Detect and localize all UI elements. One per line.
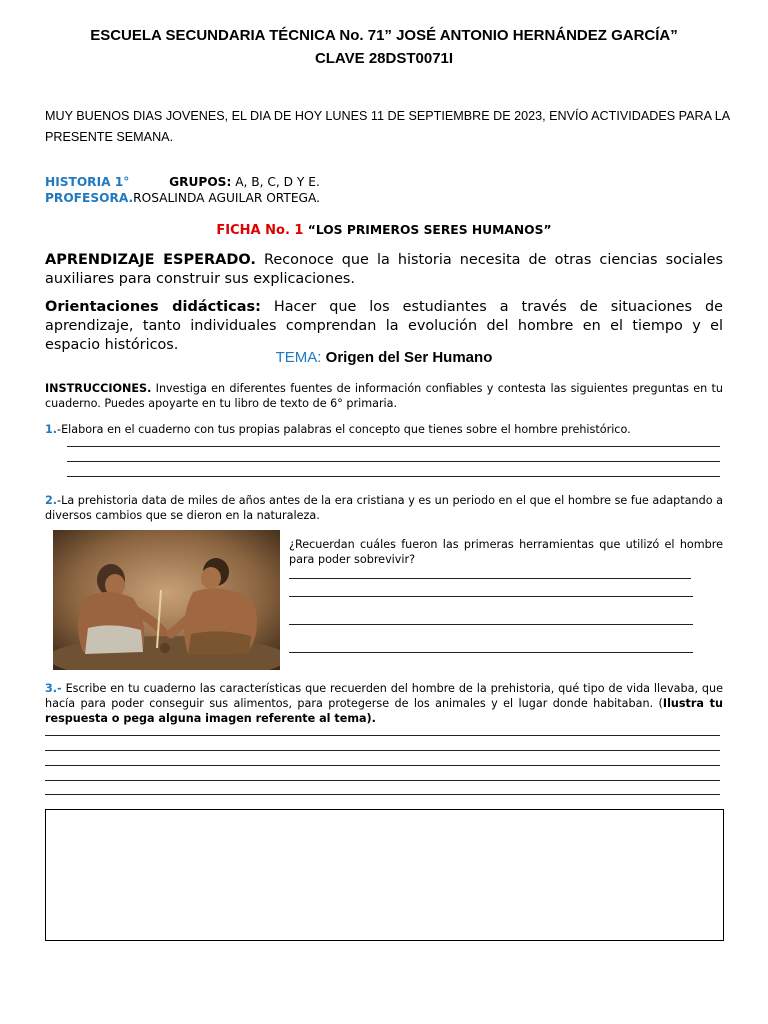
answer-line[interactable] (45, 780, 720, 781)
aprendizaje-text: Reconoce que la historia necesita de otras ciencias sociales auxiliares para construir sus explicaciones. (45, 252, 724, 287)
illustration-box[interactable] (45, 809, 724, 941)
orientaciones-text: Hacer que los estudiantes a través de situaciones de aprendizaje, tanto individuales comprendan la evolución del hombre en el tiempo y el espacio históricos. (45, 299, 723, 353)
school-clave: CLAVE 28DST0071I (314, 50, 454, 67)
ficha-title: “LOS PRIMEROS SERES HUMANOS” (303, 223, 552, 237)
teacher-line (45, 190, 320, 206)
answer-line[interactable] (67, 476, 720, 477)
ficha-heading (0, 223, 768, 238)
question-2-sub: ¿Recuerdan cuáles fueron las primeras herramientas que utilizó el hombre para poder sobrevivir? (289, 538, 723, 566)
answer-line[interactable] (289, 596, 693, 597)
answer-line[interactable] (67, 461, 720, 462)
question-1 (45, 422, 723, 437)
question-2 (45, 493, 723, 523)
school-name: ESCUELA SECUNDARIA TÉCNICA No. 71” JOSÉ ANTONIO HERNÁNDEZ GARCÍA” (90, 27, 678, 44)
answer-line[interactable] (45, 750, 720, 751)
question-3-bold: Ilustra tu respuesta o pega alguna imagen referente al tema). (45, 697, 723, 725)
groups-label: GRUPOS: (169, 175, 232, 189)
question-2-text: -La prehistoria data de miles de años antes de la era cristiana y es un periodo en el que el hombre se fue adaptando a diversos cambios que se dieron en la naturaleza. (45, 494, 723, 522)
aprendizaje-label: APRENDIZAJE ESPERADO. (45, 252, 256, 268)
question-2-number: 2. (45, 494, 58, 507)
answer-line[interactable] (67, 446, 720, 447)
question-3 (45, 681, 723, 726)
answer-line[interactable] (45, 765, 720, 766)
answer-line[interactable] (289, 624, 693, 625)
orientaciones-label: Orientaciones didácticas: (45, 299, 261, 315)
tema-value: Origen del Ser Humano (321, 349, 493, 366)
instructions-text: Investiga en diferentes fuentes de información confiables y contesta las siguientes preguntas en tu cuaderno. Puedes apoyarte en tu libro de texto de 6° primaria. (45, 382, 723, 410)
subject-label: HISTORIA 1° (45, 175, 130, 189)
question-3-number: 3.- (45, 682, 62, 695)
groups-value: A, B, C, D Y E. (231, 175, 320, 189)
answer-line[interactable] (45, 735, 720, 736)
instructions-label: INSTRUCCIONES. (45, 382, 152, 395)
prehistoric-humans-illustration (53, 530, 280, 670)
teacher-value: ROSALINDA AGUILAR ORTEGA. (133, 191, 320, 205)
tema-label: TEMA: (275, 349, 322, 366)
subject-line (45, 174, 320, 190)
tema-heading (0, 349, 768, 366)
teacher-label: PROFESORA. (45, 191, 134, 205)
prehistoric-humans-image (53, 530, 280, 670)
answer-line[interactable] (289, 578, 691, 579)
answer-line[interactable] (45, 794, 720, 795)
instructions-paragraph (45, 381, 723, 411)
question-1-text: -Elabora en el cuaderno con tus propias palabras el concepto que tienes sobre el hombre prehistórico. (57, 423, 631, 436)
orientaciones-paragraph (45, 298, 723, 355)
ficha-label: FICHA No. 1 (216, 223, 304, 238)
question-1-number: 1. (45, 423, 58, 436)
question-3-text: Escribe en tu cuaderno las características que recuerden del hombre de la prehistoria, qué tipo de vida llevaba, que hacía para poder conseguir sus alimentos, para protegerse de los animales y el lugar donde habitaban. ( (45, 682, 723, 710)
aprendizaje-paragraph (45, 251, 723, 289)
answer-line[interactable] (289, 652, 693, 653)
greeting-text: MUY BUENOS DIAS JOVENES, EL DIA DE HOY LUNES 11 DE SEPTIEMBRE DE 2023, ENVÍO ACTIVIDADES PARA LA PRESENTE SEMANA. (45, 109, 730, 144)
